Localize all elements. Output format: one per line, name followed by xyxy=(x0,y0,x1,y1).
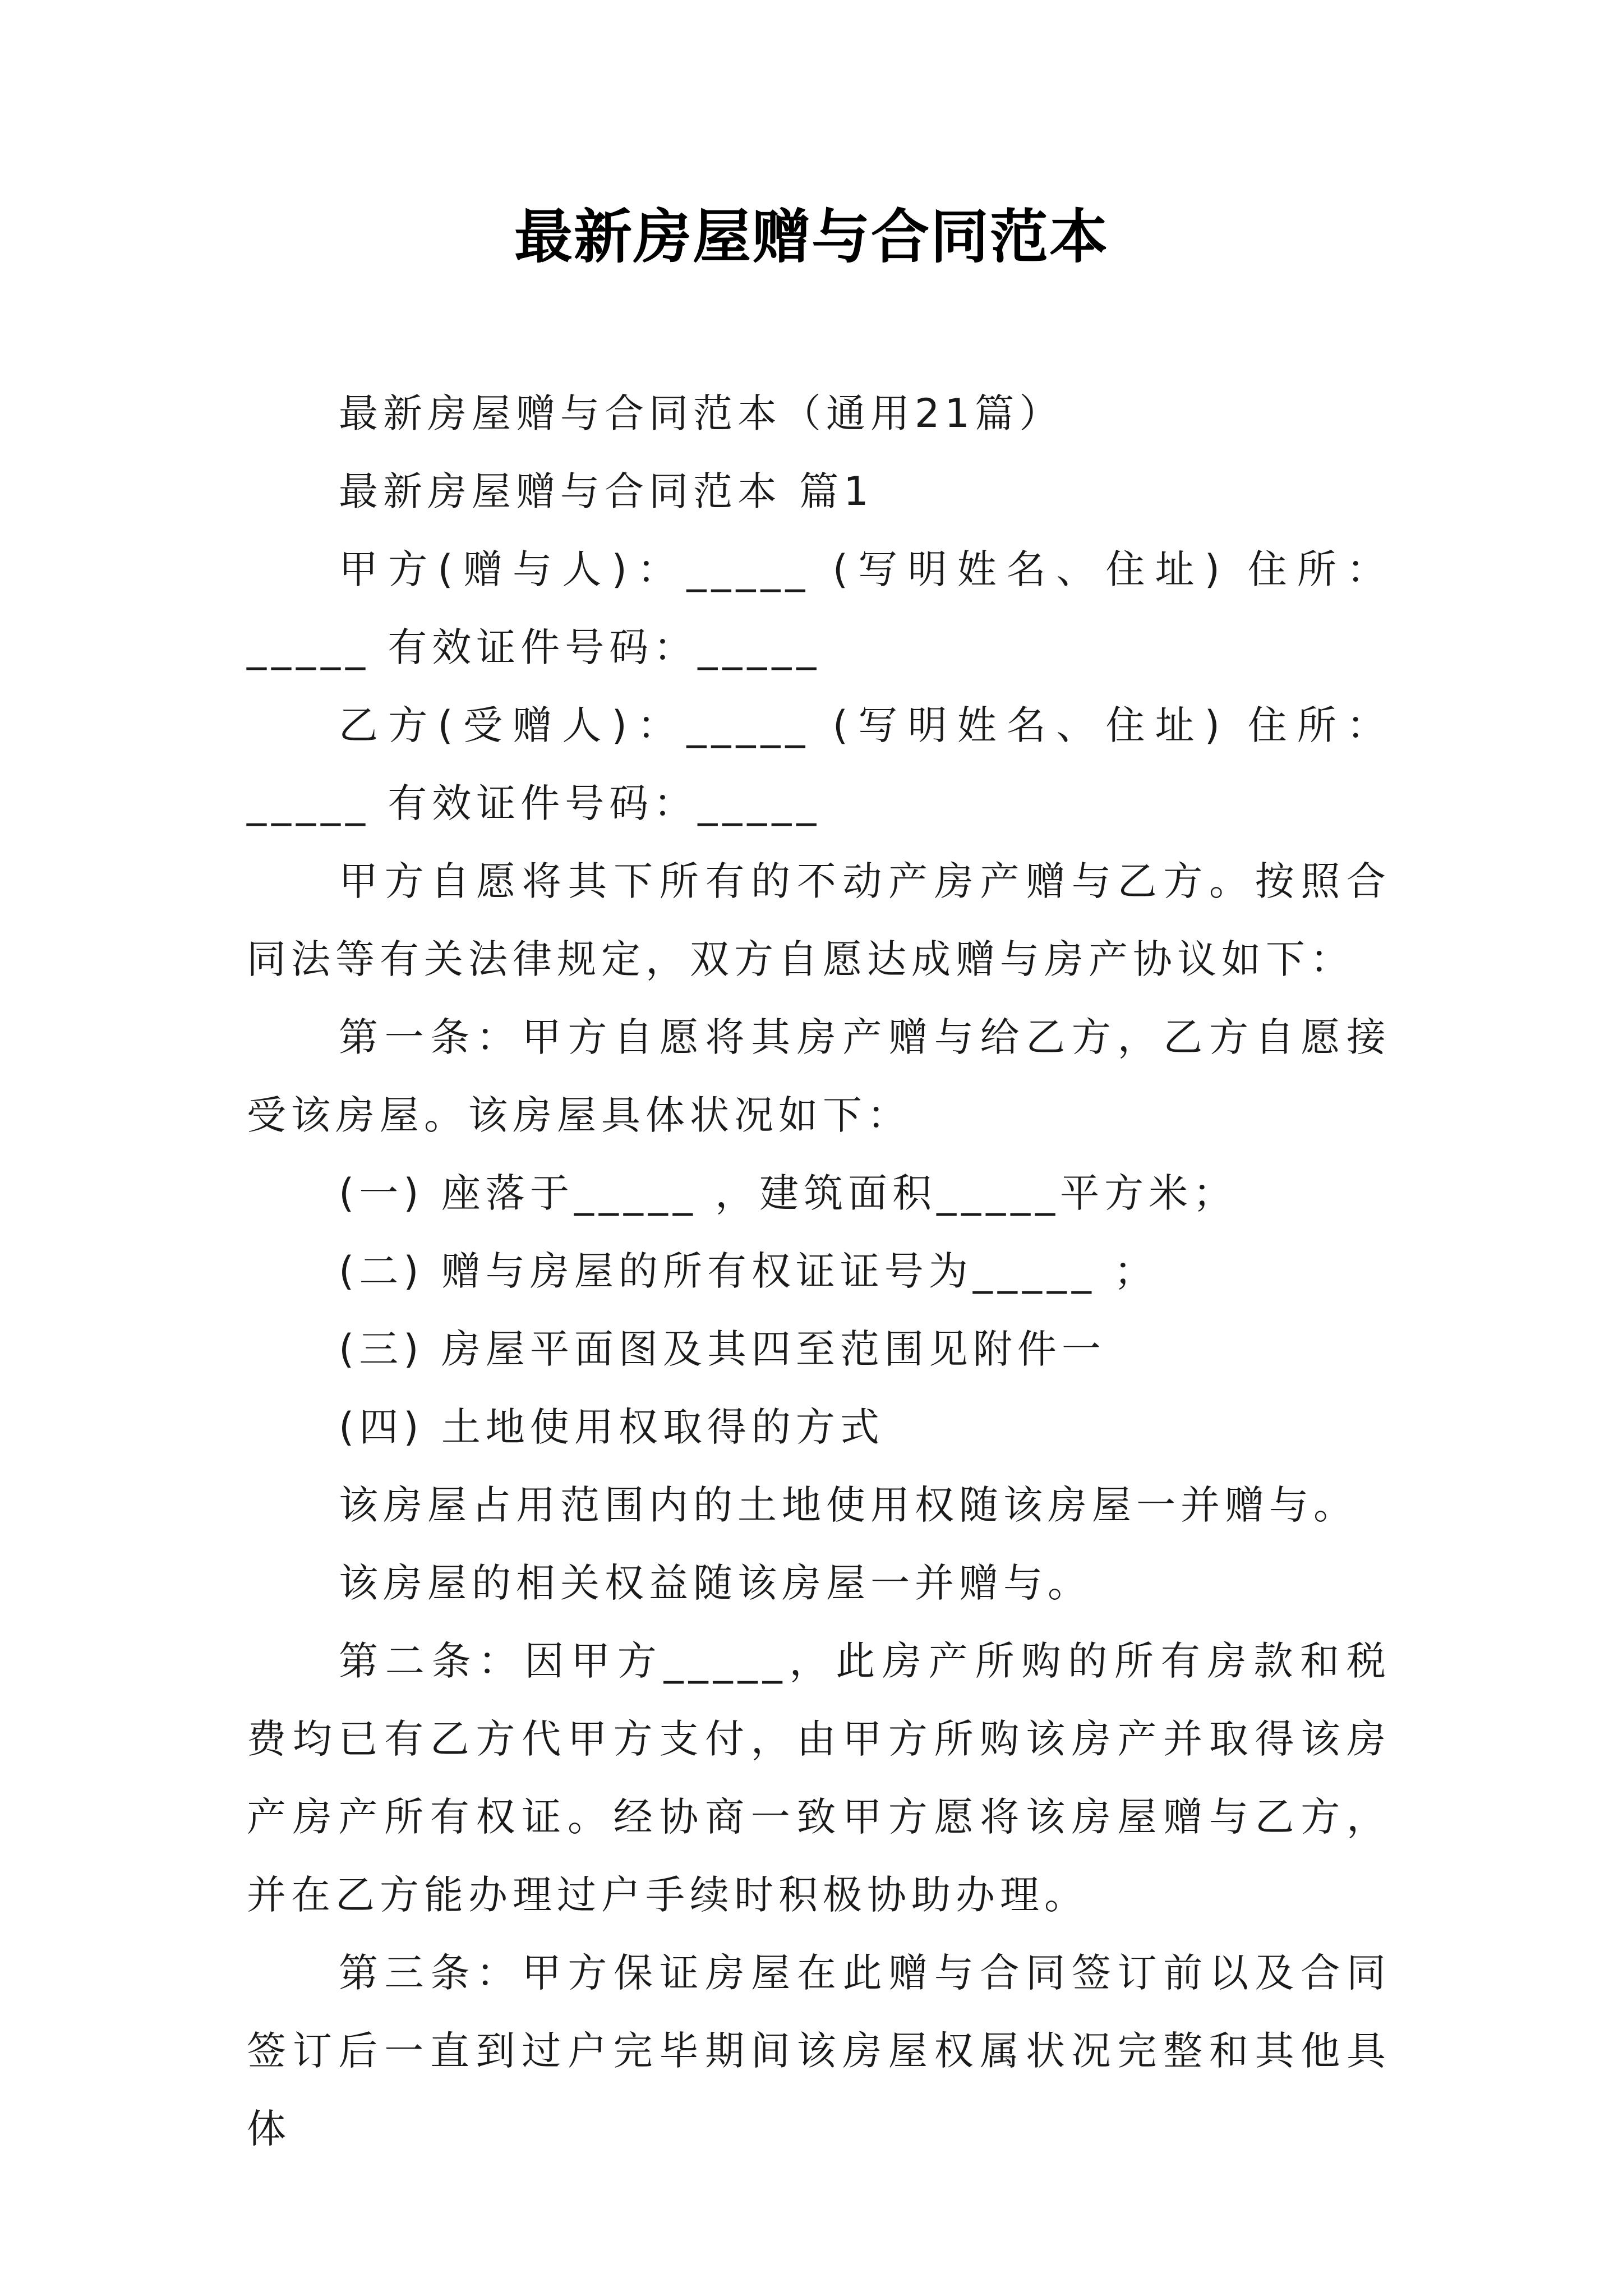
paragraph-item-3: (三) 房屋平面图及其四至范围见附件一 xyxy=(339,1326,1106,1372)
document-body xyxy=(247,375,1391,2168)
paragraph-item-4: (四) 土地使用权取得的方式 xyxy=(339,1404,884,1450)
paragraph-article-2: 第二条：因甲方_____，此房产所购的所有房款和税费均已有乙方代甲方支付，由甲方所购该房产并取得该房产房产所有权证。经协商一致甲方愿将该房屋赠与乙方，并在乙方能办理过户手续时积极协助办理。 xyxy=(247,1638,1391,1918)
paragraph-item-1: (一) 座落于_____ ，建筑面积_____平方米； xyxy=(339,1170,1238,1216)
paragraph-related-rights: 该房屋的相关权益随该房屋一并赠与。 xyxy=(339,1560,1092,1606)
paragraph-item-2: (二) 赠与房屋的所有权证证号为_____ ； xyxy=(339,1248,1159,1294)
paragraph-article-1: 第一条：甲方自愿将其房产赠与给乙方，乙方自愿接受该房屋。该房屋具体状况如下： xyxy=(247,1014,1391,1138)
paragraph-section-heading: 最新房屋赠与合同范本 篇1 xyxy=(339,468,874,514)
paragraph-land-use: 该房屋占用范围内的土地使用权随该房屋一并赠与。 xyxy=(339,1482,1358,1528)
paragraph-subtitle: 最新房屋赠与合同范本（通用21篇） xyxy=(339,390,1064,436)
paragraph-preamble: 甲方自愿将其下所有的不动产房产赠与乙方。按照合同法等有关法律规定，双方自愿达成赠与房产协议如下： xyxy=(247,858,1391,982)
paragraph-article-3: 第三条：甲方保证房屋在此赠与合同签订前以及合同签订后一直到过户完毕期间该房屋权属状况完整和其他具体 xyxy=(247,1950,1391,2152)
paragraph-party-b: 乙方(受赠人)：_____ (写明姓名、住址) 住所：_____ 有效证件号码：_____ xyxy=(247,702,1391,826)
document-title: 最新房屋赠与合同范本 xyxy=(514,202,1109,271)
paragraph-party-a: 甲方(赠与人)：_____ (写明姓名、住址) 住所：_____ 有效证件号码：_____ xyxy=(247,546,1391,670)
